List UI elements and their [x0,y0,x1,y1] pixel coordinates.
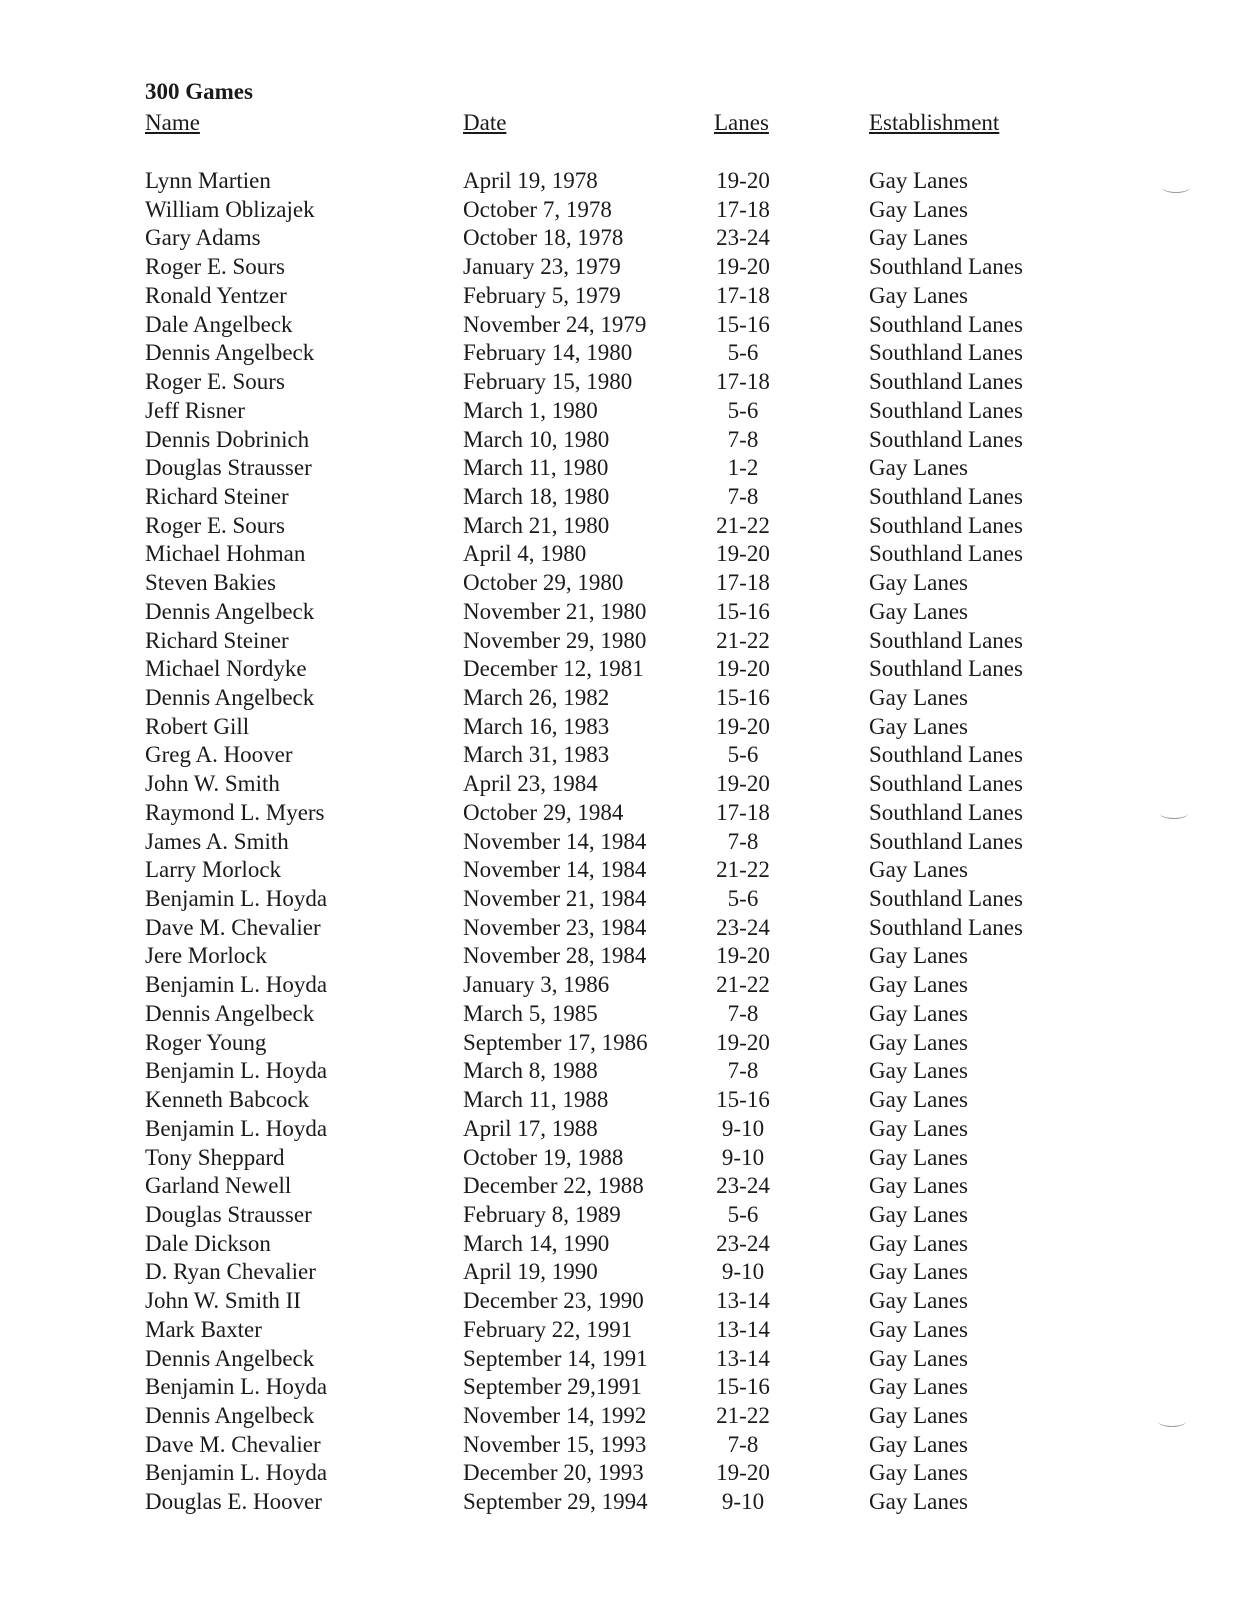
cell-establishment: Gay Lanes [869,1259,968,1285]
table-row [0,195,1245,224]
header-establishment: Establishment [869,110,1000,135]
cell-date: November 15, 1993 [463,1431,647,1457]
cell-name: Dennis Angelbeck [145,1000,315,1026]
cell-name: Dennis Dobrinich [145,426,310,452]
cell-establishment: Gay Lanes [869,685,968,710]
cell-lanes: 13-14 [716,1316,770,1342]
cell-date: March 11, 1988 [463,1087,609,1112]
cell-establishment: Gay Lanes [869,857,968,883]
cell-lanes: 17-18 [716,369,770,394]
header-lanes: Lanes [714,110,769,135]
cell-establishment: Gay Lanes [869,1058,968,1084]
cell-name: Benjamin L. Hoyda [145,1115,328,1141]
cell-name: William Oblizajek [145,196,315,222]
table-row [0,425,1245,454]
table-row [0,941,1245,970]
table-row [0,970,1245,999]
cell-date: April 17, 1988 [463,1115,598,1141]
cell-lanes: 17-18 [716,570,770,596]
cell-lanes: 17-18 [716,282,770,308]
cell-name: Lynn Martien [145,168,271,193]
cell-date: March 5, 1985 [463,1000,598,1026]
cell-lanes: 5-6 [727,886,759,911]
cell-establishment: Southland Lanes [869,340,1023,366]
table-row [0,396,1245,425]
cell-establishment: Gay Lanes [869,1230,968,1256]
cell-establishment: Gay Lanes [869,1316,968,1342]
cell-name: Douglas Strausser [145,1201,312,1227]
cell-lanes: 23-24 [716,1173,770,1199]
table-row [0,740,1245,769]
cell-name: Michael Hohman [145,541,306,567]
cell-date: February 15, 1980 [463,369,633,394]
cell-date: April 19, 1990 [463,1259,598,1285]
cell-lanes: 1-2 [727,455,759,481]
cell-date: April 4, 1980 [463,541,587,567]
cell-name: Garland Newell [145,1173,292,1199]
cell-name: Benjamin L. Hoyda [145,1058,328,1084]
cell-establishment: Gay Lanes [869,196,968,222]
cell-establishment: Southland Lanes [869,483,1023,509]
cell-establishment: Gay Lanes [869,1489,968,1515]
cell-establishment: Gay Lanes [869,1374,968,1400]
cell-lanes: 7-8 [727,1431,759,1457]
table-row [0,1200,1245,1229]
table-row [0,1171,1245,1200]
cell-name: Tony Sheppard [145,1144,285,1170]
table-row [0,539,1245,568]
cell-name: James A. Smith [145,828,289,854]
cell-date: October 29, 1980 [463,570,624,596]
table-row [0,511,1245,540]
table-row [0,798,1245,827]
cell-name: Dave M. Chevalier [145,1431,321,1457]
cell-lanes: 21-22 [716,857,770,883]
cell-date: March 14, 1990 [463,1230,610,1256]
cell-name: Dennis Angelbeck [145,1403,315,1428]
cell-date: March 21, 1980 [463,512,610,538]
cell-lanes: 19-20 [716,541,770,567]
cell-name: Steven Bakies [145,570,276,596]
cell-name: Benjamin L. Hoyda [145,1460,328,1486]
cell-name: D. Ryan Chevalier [145,1259,316,1285]
cell-name: John W. Smith II [145,1288,301,1314]
cell-name: Jeff Risner [145,397,245,423]
cell-establishment: Southland Lanes [869,886,1023,911]
cell-establishment: Gay Lanes [869,282,968,308]
table-row [0,453,1245,482]
table-row [0,1056,1245,1085]
cell-establishment: Gay Lanes [869,1431,968,1457]
table-row [0,913,1245,942]
cell-date: September 29, 1994 [463,1489,648,1515]
table-row [0,999,1245,1028]
cell-date: March 11, 1980 [463,455,609,481]
cell-establishment: Southland Lanes [869,799,1023,825]
table-row [0,769,1245,798]
cell-name: Roger Young [145,1029,267,1055]
cell-name: Benjamin L. Hoyda [145,886,328,911]
cell-lanes: 7-8 [727,1058,759,1084]
cell-lanes: 7-8 [727,1000,759,1026]
cell-date: February 22, 1991 [463,1316,633,1342]
cell-lanes: 21-22 [716,627,770,653]
cell-establishment: Southland Lanes [869,369,1023,394]
cell-establishment: Gay Lanes [869,972,968,998]
cell-date: October 29, 1984 [463,799,624,825]
cell-establishment: Gay Lanes [869,225,968,251]
cell-establishment: Gay Lanes [869,598,968,624]
cell-lanes: 19-20 [716,254,770,280]
cell-date: April 23, 1984 [463,771,598,797]
cell-lanes: 23-24 [716,1230,770,1256]
cell-lanes: 5-6 [727,742,759,768]
cell-date: March 1, 1980 [463,397,598,423]
table-row [0,1257,1245,1286]
table-row [0,166,1245,195]
cell-lanes: 15-16 [716,685,770,710]
table-row [0,310,1245,339]
cell-lanes: 19-20 [716,771,770,797]
cell-lanes: 15-16 [716,311,770,337]
cell-name: Larry Morlock [145,857,282,883]
cell-name: Roger E. Sours [145,254,285,280]
cell-establishment: Gay Lanes [869,943,968,969]
cell-name: Greg A. Hoover [145,742,293,768]
cell-date: December 12, 1981 [463,656,644,682]
header-name: Name [145,110,200,135]
cell-lanes: 19-20 [716,656,770,682]
cell-establishment: Gay Lanes [869,1115,968,1141]
cell-name: Mark Baxter [145,1316,262,1342]
table-row [0,1315,1245,1344]
cell-lanes: 5-6 [727,340,759,366]
cell-establishment: Gay Lanes [869,1201,968,1227]
cell-date: March 8, 1988 [463,1058,598,1084]
cell-name: Roger E. Sours [145,512,285,538]
cell-lanes: 23-24 [716,914,770,940]
table-row [0,367,1245,396]
cell-lanes: 15-16 [716,1087,770,1112]
cell-date: November 14, 1984 [463,828,647,854]
cell-establishment: Gay Lanes [869,1087,968,1112]
table-row [0,1344,1245,1373]
table-row [0,712,1245,741]
table-row [0,223,1245,252]
cell-lanes: 15-16 [716,598,770,624]
cell-date: March 31, 1983 [463,742,610,768]
table-row [0,1028,1245,1057]
cell-lanes: 19-20 [716,1460,770,1486]
table-row [0,1286,1245,1315]
cell-establishment: Gay Lanes [869,1144,968,1170]
cell-date: January 3, 1986 [463,972,610,998]
cell-date: November 23, 1984 [463,914,647,940]
cell-lanes: 21-22 [716,1403,770,1428]
cell-establishment: Southland Lanes [869,254,1023,280]
table-row [0,654,1245,683]
table-row [0,827,1245,856]
cell-establishment: Southland Lanes [869,541,1023,567]
cell-lanes: 19-20 [716,1029,770,1055]
punch-hole-mark [1158,1416,1186,1427]
cell-lanes: 9-10 [721,1489,765,1515]
cell-lanes: 5-6 [727,1201,759,1227]
cell-name: Dennis Angelbeck [145,598,315,624]
cell-date: March 18, 1980 [463,483,610,509]
cell-lanes: 21-22 [716,512,770,538]
cell-date: November 14, 1992 [463,1403,647,1428]
cell-establishment: Southland Lanes [869,742,1023,768]
table-row [0,338,1245,367]
cell-establishment: Gay Lanes [869,713,968,739]
cell-date: March 26, 1982 [463,685,610,710]
cell-name: Richard Steiner [145,483,289,509]
cell-establishment: Gay Lanes [869,1460,968,1486]
cell-establishment: Southland Lanes [869,656,1023,682]
cell-name: Roger E. Sours [145,369,285,394]
table-row [0,884,1245,913]
cell-name: Benjamin L. Hoyda [145,972,328,998]
cell-lanes: 9-10 [721,1144,765,1170]
cell-name: Douglas E. Hoover [145,1489,322,1515]
cell-name: Dale Dickson [145,1230,271,1256]
cell-establishment: Gay Lanes [869,1000,968,1026]
cell-establishment: Gay Lanes [869,1403,968,1428]
cell-date: November 21, 1984 [463,886,647,911]
cell-establishment: Gay Lanes [869,168,968,193]
cell-establishment: Southland Lanes [869,311,1023,337]
table-row [0,1430,1245,1459]
table-row [0,626,1245,655]
table-row [0,1401,1245,1430]
cell-date: November 28, 1984 [463,943,647,969]
cell-name: Dale Angelbeck [145,311,293,337]
table-row [0,1372,1245,1401]
cell-lanes: 15-16 [716,1374,770,1400]
cell-name: John W. Smith [145,771,280,797]
cell-date: November 24, 1979 [463,311,647,337]
cell-date: February 8, 1989 [463,1201,621,1227]
cell-lanes: 13-14 [716,1288,770,1314]
cell-name: Robert Gill [145,713,250,739]
cell-lanes: 17-18 [716,196,770,222]
cell-establishment: Southland Lanes [869,397,1023,423]
cell-name: Kenneth Babcock [145,1087,310,1112]
cell-date: February 14, 1980 [463,340,633,366]
cell-establishment: Gay Lanes [869,1345,968,1371]
cell-name: Gary Adams [145,225,261,251]
table-row [0,252,1245,281]
cell-lanes: 17-18 [716,799,770,825]
cell-name: Michael Nordyke [145,656,307,682]
table-row [0,1143,1245,1172]
cell-date: December 22, 1988 [463,1173,644,1199]
header-date: Date [463,110,507,135]
table-row [0,683,1245,712]
cell-date: March 16, 1983 [463,713,610,739]
cell-date: October 7, 1978 [463,196,612,222]
cell-name: Jere Morlock [145,943,267,969]
cell-establishment: Gay Lanes [869,1288,968,1314]
cell-establishment: Southland Lanes [869,627,1023,653]
cell-date: March 10, 1980 [463,426,610,452]
cell-lanes: 21-22 [716,972,770,998]
cell-date: December 23, 1990 [463,1288,644,1314]
punch-hole-mark [1162,182,1190,193]
table-row [0,1229,1245,1258]
cell-name: Dave M. Chevalier [145,914,321,940]
cell-establishment: Gay Lanes [869,455,968,481]
cell-lanes: 13-14 [716,1345,770,1371]
cell-lanes: 19-20 [716,168,770,193]
cell-lanes: 19-20 [716,943,770,969]
cell-establishment: Gay Lanes [869,1029,968,1055]
cell-establishment: Southland Lanes [869,771,1023,797]
cell-date: December 20, 1993 [463,1460,644,1486]
table-row [0,568,1245,597]
cell-lanes: 7-8 [727,483,759,509]
page-title: 300 Games [145,79,253,104]
cell-date: November 29, 1980 [463,627,647,653]
cell-lanes: 23-24 [716,225,770,251]
punch-hole-mark [1160,808,1188,819]
cell-lanes: 9-10 [721,1259,765,1285]
cell-date: January 23, 1979 [463,254,621,280]
cell-date: October 18, 1978 [463,225,624,251]
table-row [0,281,1245,310]
table-row [0,1085,1245,1114]
table-row [0,855,1245,884]
cell-lanes: 19-20 [716,713,770,739]
cell-name: Ronald Yentzer [145,282,287,308]
table-row [0,482,1245,511]
table-row [0,597,1245,626]
table-row [0,1487,1245,1516]
cell-date: April 19, 1978 [463,168,598,193]
cell-lanes: 9-10 [721,1115,765,1141]
cell-name: Douglas Strausser [145,455,312,481]
cell-name: Dennis Angelbeck [145,1345,315,1371]
cell-establishment: Gay Lanes [869,570,968,596]
cell-name: Richard Steiner [145,627,289,653]
cell-name: Benjamin L. Hoyda [145,1374,328,1400]
cell-name: Raymond L. Myers [145,799,325,825]
cell-establishment: Southland Lanes [869,828,1023,854]
cell-date: November 14, 1984 [463,857,647,883]
cell-establishment: Southland Lanes [869,426,1023,452]
cell-date: September 17, 1986 [463,1029,648,1055]
cell-establishment: Gay Lanes [869,1173,968,1199]
cell-name: Dennis Angelbeck [145,340,315,366]
cell-lanes: 7-8 [727,426,759,452]
cell-date: November 21, 1980 [463,598,647,624]
table-row [0,1458,1245,1487]
cell-date: September 29,1991 [463,1374,642,1400]
cell-establishment: Southland Lanes [869,914,1023,940]
cell-date: February 5, 1979 [463,282,621,308]
table-row [0,1114,1245,1143]
cell-establishment: Southland Lanes [869,512,1023,538]
cell-lanes: 7-8 [727,828,759,854]
cell-date: October 19, 1988 [463,1144,624,1170]
cell-lanes: 5-6 [727,397,759,423]
cell-date: September 14, 1991 [463,1345,648,1371]
cell-name: Dennis Angelbeck [145,685,315,710]
